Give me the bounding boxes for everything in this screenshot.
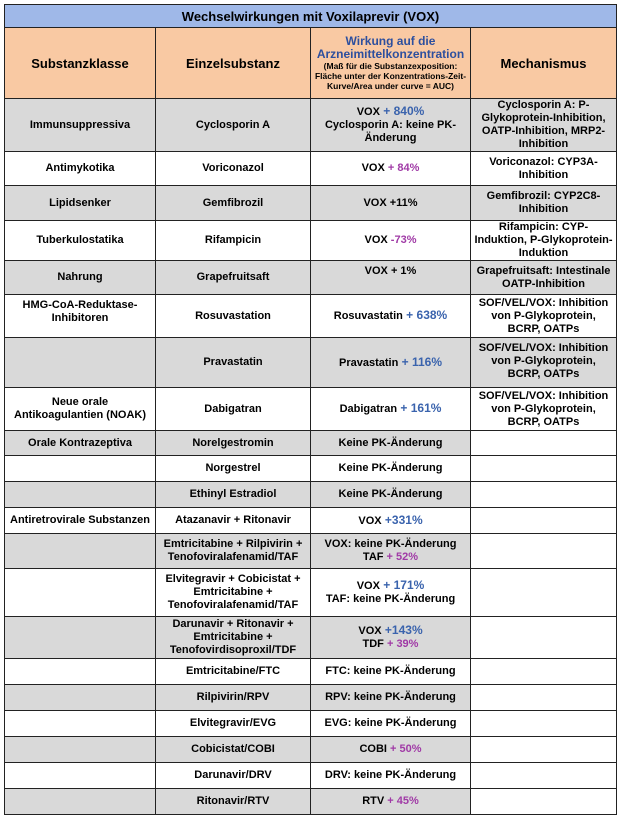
cell-substanz: Norelgestromin <box>156 431 311 456</box>
table-row <box>5 152 617 186</box>
wirkung-value: +143% <box>381 623 423 637</box>
cell-substanz: Ethinyl Estradiol <box>156 482 311 508</box>
table-row <box>5 659 617 685</box>
cell-mechanismus: SOF/VEL/VOX: Inhibition von P-Glykoprotein, BCRP, OATPs <box>471 338 617 388</box>
header-mechanismus: Mechanismus <box>471 28 617 99</box>
cell-wirkung: Keine PK-Änderung <box>311 456 471 482</box>
cell-klasse <box>5 737 156 763</box>
cell-substanz: Atazanavir + Ritonavir <box>156 508 311 534</box>
cell-mechanismus <box>471 685 617 711</box>
cell-wirkung <box>311 99 471 152</box>
cell-wirkung <box>311 789 471 815</box>
cell-mechanismus <box>471 431 617 456</box>
table-row <box>5 789 617 815</box>
cell-wirkung <box>311 338 471 388</box>
wirkung-text: RTV <box>362 795 385 807</box>
wirkung-text-2: TAF <box>362 551 384 563</box>
cell-substanz: Ritonavir/RTV <box>156 789 311 815</box>
cell-wirkung <box>311 569 471 617</box>
wirkung-value: + 84% <box>384 162 420 174</box>
cell-mechanismus: Cyclosporin A: P-Glykoprotein-Inhibition, OATP-Inhibition, MRP2-Inhibition <box>471 99 617 152</box>
wirkung-value-2: + 39% <box>383 638 419 650</box>
wirkung-text: VOX <box>358 625 382 637</box>
cell-klasse <box>5 659 156 685</box>
header-substanzklasse: Substanzklasse <box>5 28 156 99</box>
wirkung-text: VOX <box>361 162 385 174</box>
cell-wirkung <box>311 295 471 338</box>
cell-substanz: Emtricitabine + Rilpivirin + Tenofoviralafenamid/TAF <box>156 534 311 569</box>
cell-klasse <box>5 534 156 569</box>
wirkung-text: VOX: keine PK-Änderung <box>324 538 457 550</box>
cell-klasse: Antiretrovirale Substanzen <box>5 508 156 534</box>
cell-mechanismus <box>471 789 617 815</box>
cell-substanz: Dabigatran <box>156 388 311 431</box>
wirkung-value: + 161% <box>397 401 442 415</box>
cell-wirkung: VOX +11% <box>311 186 471 221</box>
table-row <box>5 99 617 152</box>
cell-substanz: Emtricitabine/FTC <box>156 659 311 685</box>
cell-mechanismus <box>471 617 617 659</box>
cell-klasse <box>5 763 156 789</box>
cell-mechanismus: Rifampicin: CYP-Induktion, P-Glykoprotein-Induktion <box>471 221 617 261</box>
cell-klasse <box>5 482 156 508</box>
table-row <box>5 534 617 569</box>
cell-mechanismus <box>471 534 617 569</box>
cell-klasse <box>5 456 156 482</box>
cell-klasse: Antimykotika <box>5 152 156 186</box>
cell-wirkung <box>311 221 471 261</box>
cell-substanz: Elvitegravir/EVG <box>156 711 311 737</box>
cell-klasse <box>5 685 156 711</box>
cell-wirkung: VOX + 1% <box>311 261 471 295</box>
cell-wirkung: FTC: keine PK-Änderung <box>311 659 471 685</box>
cell-klasse <box>5 338 156 388</box>
wirkung-text-2: TAF: keine PK-Änderung <box>325 593 456 605</box>
wirkung-value: + 171% <box>379 578 425 592</box>
table-row <box>5 569 617 617</box>
wirkung-text-2: TDF <box>362 638 384 650</box>
wirkung-value: -73% <box>387 234 417 246</box>
wirkung-value: + 45% <box>384 795 419 807</box>
cell-wirkung <box>311 152 471 186</box>
table-row <box>5 221 617 261</box>
cell-klasse: Tuberkulostatika <box>5 221 156 261</box>
header-wirkung <box>311 28 471 99</box>
cell-klasse <box>5 711 156 737</box>
cell-substanz: Rosuvastation <box>156 295 311 338</box>
table-row <box>5 737 617 763</box>
cell-mechanismus: Gemfibrozil: CYP2C8-Inhibition <box>471 186 617 221</box>
cell-substanz: Darunavir/DRV <box>156 763 311 789</box>
cell-klasse <box>5 617 156 659</box>
table-row <box>5 186 617 221</box>
table-row <box>5 456 617 482</box>
cell-mechanismus <box>471 763 617 789</box>
table-row <box>5 711 617 737</box>
table-row <box>5 508 617 534</box>
table-row <box>5 295 617 338</box>
cell-mechanismus: Voriconazol: CYP3A-Inhibition <box>471 152 617 186</box>
cell-klasse <box>5 789 156 815</box>
cell-klasse: Orale Kontrazeptiva <box>5 431 156 456</box>
cell-mechanismus <box>471 482 617 508</box>
cell-klasse: Immunsuppressiva <box>5 99 156 152</box>
cell-substanz: Grapefruitsaft <box>156 261 311 295</box>
wirkung-text: Rosuvastatin <box>333 310 403 322</box>
cell-wirkung <box>311 508 471 534</box>
table-row <box>5 388 617 431</box>
cell-wirkung: EVG: keine PK-Änderung <box>311 711 471 737</box>
cell-klasse: Lipidsenker <box>5 186 156 221</box>
cell-mechanismus: SOF/VEL/VOX: Inhibition von P-Glykoprotein, BCRP, OATPs <box>471 388 617 431</box>
table-row <box>5 685 617 711</box>
cell-wirkung <box>311 534 471 569</box>
wirkung-text: COBI <box>359 743 387 755</box>
cell-wirkung: Keine PK-Änderung <box>311 482 471 508</box>
cell-mechanismus: SOF/VEL/VOX: Inhibition von P-Glykoprotein, BCRP, OATPs <box>471 295 617 338</box>
cell-mechanismus <box>471 456 617 482</box>
cell-substanz: Rilpivirin/RPV <box>156 685 311 711</box>
table-row <box>5 482 617 508</box>
cell-wirkung <box>311 617 471 659</box>
cell-wirkung: RPV: keine PK-Änderung <box>311 685 471 711</box>
cell-substanz: Norgestrel <box>156 456 311 482</box>
table-row <box>5 617 617 659</box>
cell-substanz: Pravastatin <box>156 338 311 388</box>
wirkung-text: Pravastatin <box>338 356 399 369</box>
cell-klasse: HMG-CoA-Reduktase-Inhibitoren <box>5 295 156 338</box>
cell-substanz: Rifampicin <box>156 221 311 261</box>
wirkung-value: +331% <box>381 512 423 527</box>
cell-substanz: Voriconazol <box>156 152 311 186</box>
wirkung-text-2: Cyclosporin A: keine PK-Änderung <box>324 119 456 144</box>
table-row <box>5 261 617 295</box>
cell-wirkung <box>311 737 471 763</box>
header-einzelsubstanz: Einzelsubstanz <box>156 28 311 99</box>
wirkung-text: VOX <box>364 234 388 246</box>
cell-wirkung: Keine PK-Änderung <box>311 431 471 456</box>
cell-mechanismus: Grapefruitsaft: Intestinale OATP-Inhibition <box>471 261 617 295</box>
wirkung-value: + 116% <box>398 354 443 369</box>
cell-mechanismus <box>471 659 617 685</box>
cell-mechanismus <box>471 569 617 617</box>
table-title: Wechselwirkungen mit Voxilaprevir (VOX) <box>5 5 617 28</box>
wirkung-value: + 840% <box>379 104 425 118</box>
cell-wirkung <box>311 388 471 431</box>
cell-substanz: Darunavir + Ritonavir + Emtricitabine + Tenofovirdisoproxil/TDF <box>156 617 311 659</box>
header-wirkung-note: (Maß für die Substanzexposition: Fläche unter der Konzentrations-Zeit-Kurve/Area under curve = AUC) <box>314 61 467 91</box>
wirkung-text: VOX <box>356 106 380 118</box>
cell-klasse <box>5 569 156 617</box>
table-row <box>5 338 617 388</box>
interaction-table <box>4 4 617 815</box>
cell-mechanismus <box>471 508 617 534</box>
wirkung-text: VOX <box>356 580 380 592</box>
wirkung-text: VOX <box>358 514 382 527</box>
cell-substanz: Elvitegravir + Cobicistat + Emtricitabine + Tenofoviralafenamid/TAF <box>156 569 311 617</box>
wirkung-value-2: + 52% <box>383 551 419 563</box>
header-wirkung-title: Wirkung auf die Arzneimittelkonzentration <box>316 34 465 61</box>
cell-substanz: Cobicistat/COBI <box>156 737 311 763</box>
table-row <box>5 431 617 456</box>
cell-substanz: Gemfibrozil <box>156 186 311 221</box>
cell-mechanismus <box>471 711 617 737</box>
cell-mechanismus <box>471 737 617 763</box>
table-row <box>5 763 617 789</box>
wirkung-text: Dabigatran <box>339 403 398 415</box>
wirkung-value: + 50% <box>386 743 422 755</box>
cell-wirkung: DRV: keine PK-Änderung <box>311 763 471 789</box>
cell-klasse: Neue orale Antikoagulantien (NOAK) <box>5 388 156 431</box>
wirkung-value: + 638% <box>402 308 448 322</box>
cell-substanz: Cyclosporin A <box>156 99 311 152</box>
cell-klasse: Nahrung <box>5 261 156 295</box>
